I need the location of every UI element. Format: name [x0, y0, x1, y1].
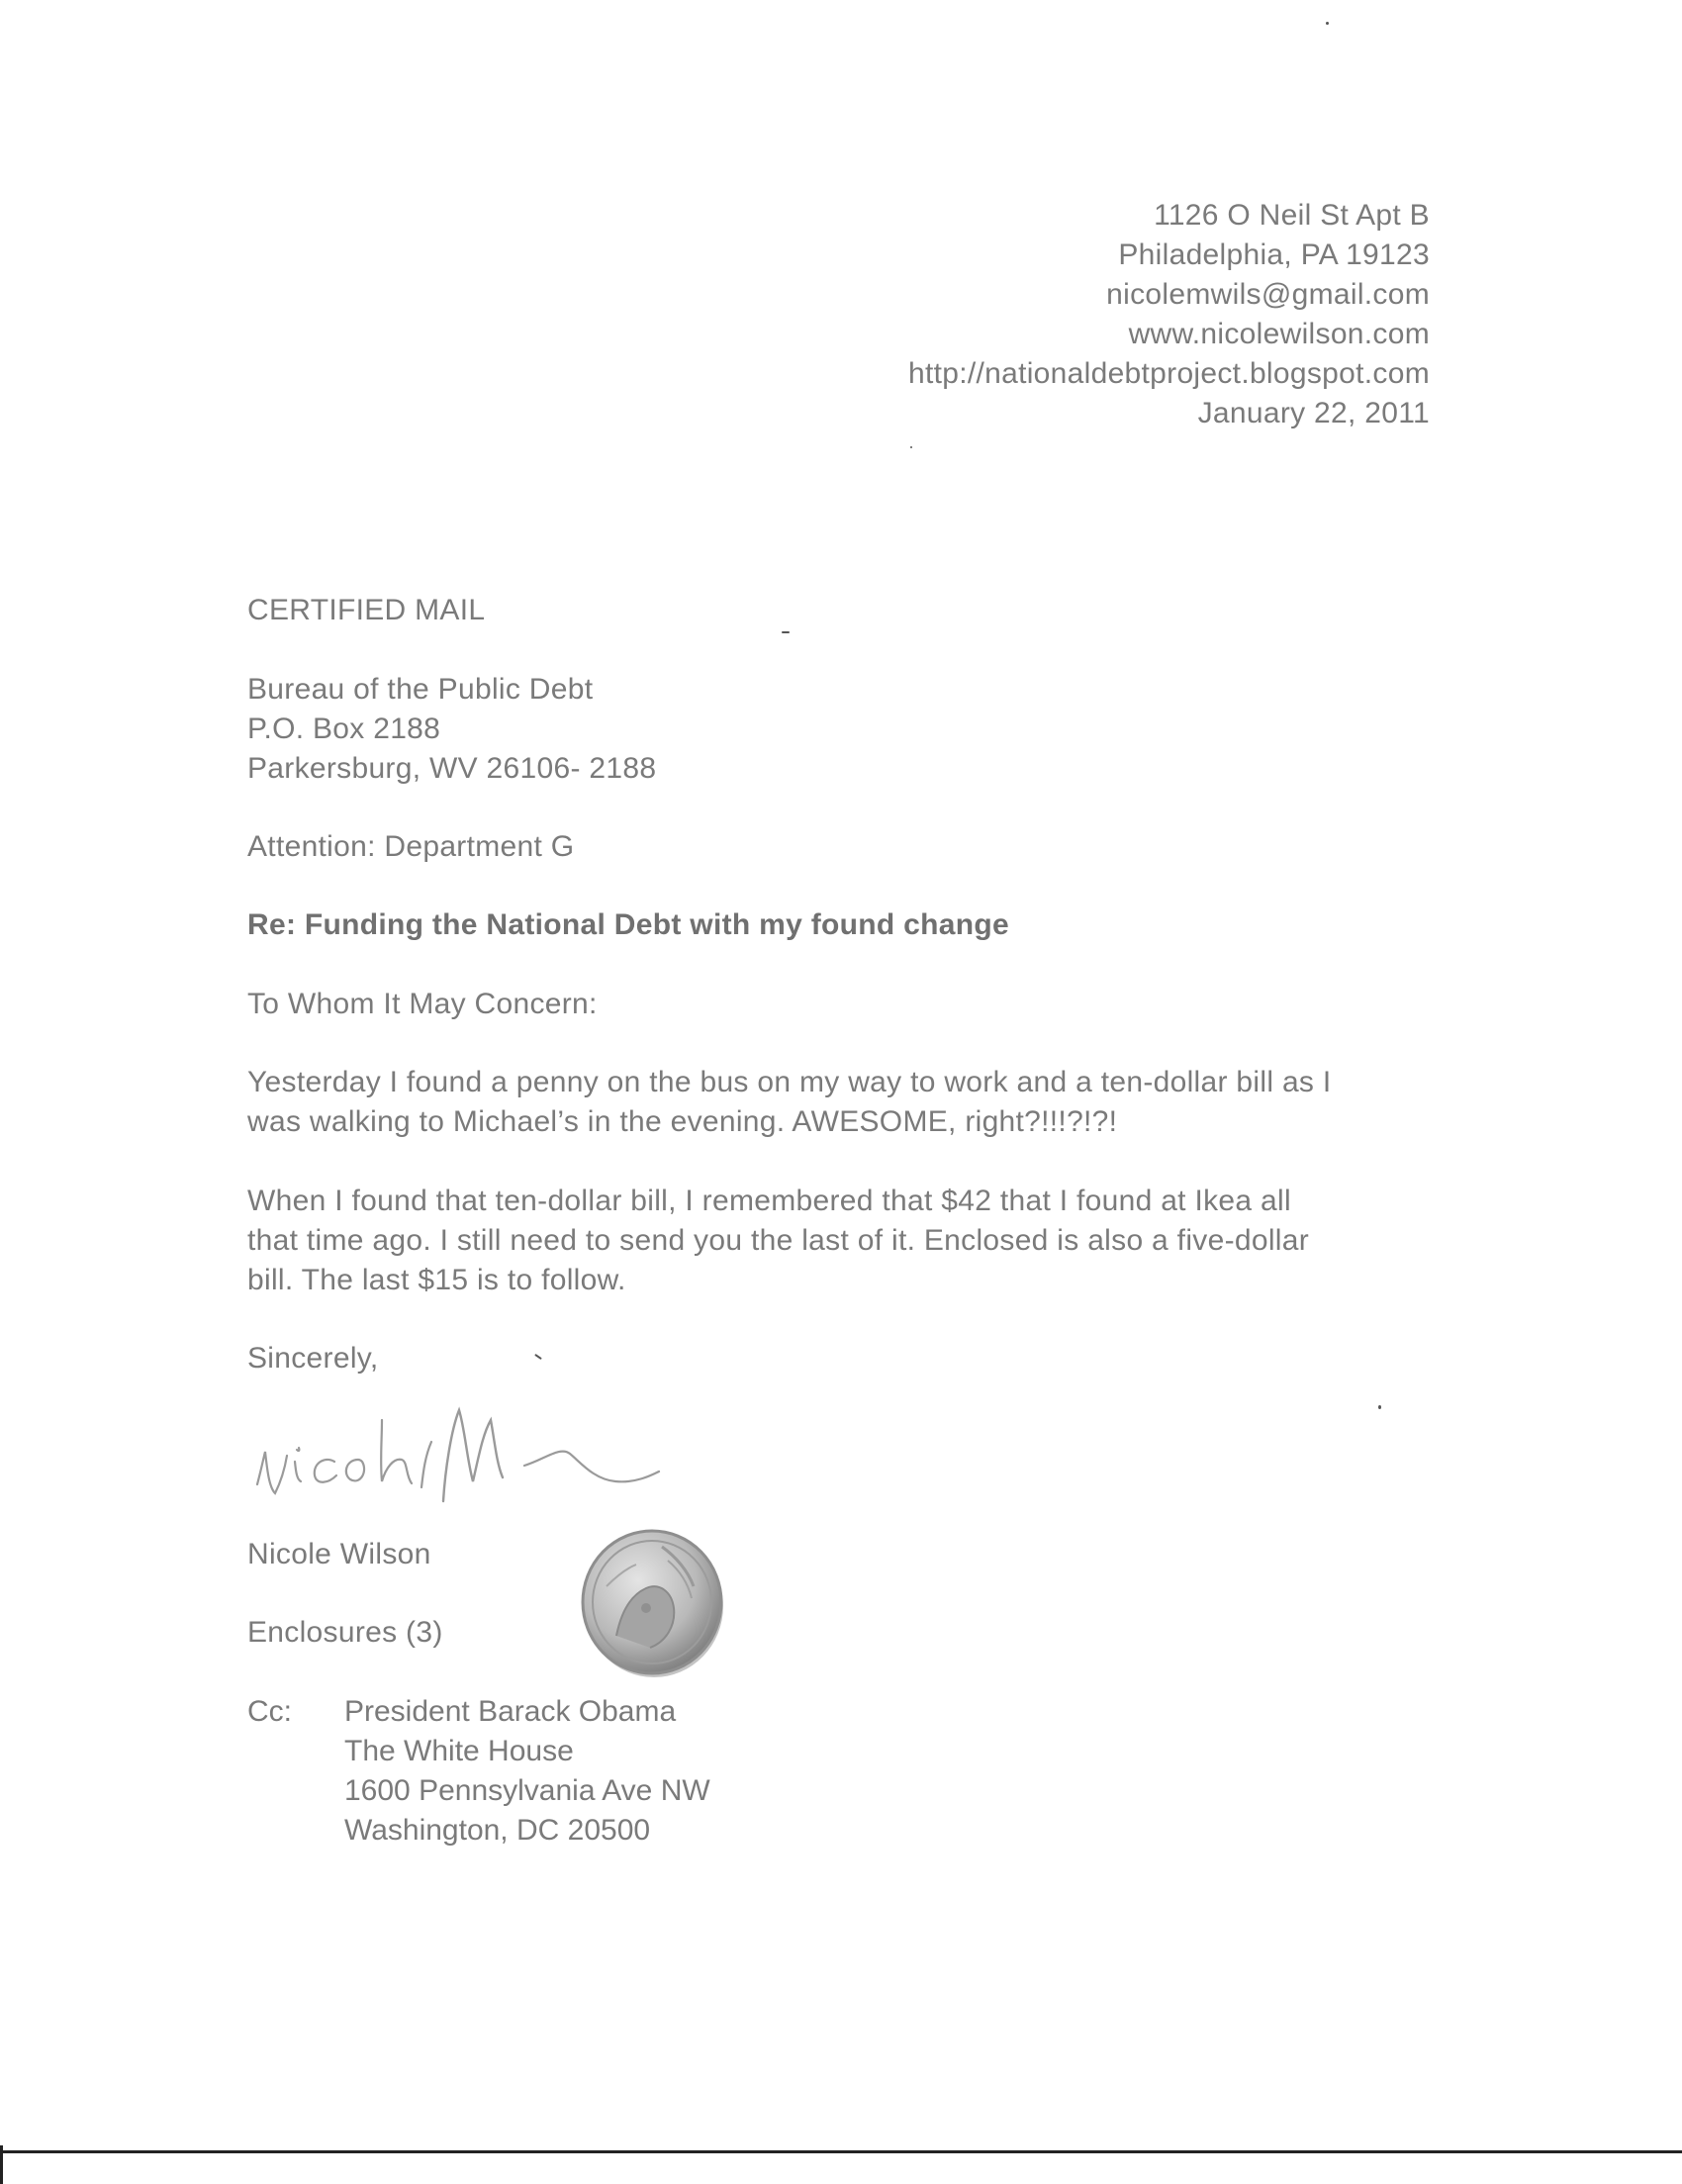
scan-bottom-edge: [0, 2150, 1682, 2153]
salutation: To Whom It May Concern:: [247, 988, 598, 1020]
cc-recipient: [344, 1692, 710, 1851]
closing: Sincerely,: [247, 1342, 379, 1375]
subject-line: Re: Funding the National Debt with my found change: [247, 908, 1009, 941]
scan-speck: [782, 631, 790, 633]
attention-line: Attention: Department G: [247, 830, 575, 863]
delivery-method: CERTIFIED MAIL: [247, 594, 486, 626]
recipient-city-state-zip: Parkersburg, WV 26106- 2188: [247, 752, 657, 785]
signer-name: Nicole Wilson: [247, 1538, 431, 1570]
sender-blog: http://nationaldebtproject.blogspot.com: [907, 357, 1430, 390]
cc-line2: The White House: [344, 1735, 574, 1767]
body-paragraph2-line1: When I found that ten-dollar bill, I remembered that $42 that I found at Ikea all: [247, 1185, 1291, 1217]
signature: [247, 1390, 702, 1519]
cc-line3: 1600 Pennsylvania Ave NW: [344, 1774, 710, 1807]
cc-line4: Washington, DC 20500: [344, 1814, 651, 1847]
scan-speck: [1326, 22, 1329, 25]
letter-date: January 22, 2011: [1197, 397, 1430, 429]
body-paragraph2-line3: bill. The last $15 is to follow.: [247, 1264, 626, 1296]
sender-email: nicolemwils@gmail.com: [1106, 278, 1430, 311]
coin-image: [577, 1527, 731, 1681]
recipient-po-box: P.O. Box 2188: [247, 712, 441, 745]
scan-speck: [534, 1354, 542, 1360]
scan-corner-mark: [0, 2145, 3, 2184]
body-paragraph2-line2: that time ago. I still need to send you the last of it. Enclosed is also a five-dollar: [247, 1224, 1310, 1257]
sender-address-line2: Philadelphia, PA 19123: [1118, 238, 1430, 271]
body-paragraph1-line2: was walking to Michael’s in the evening. AWESOME, right?!!!?!?!: [247, 1105, 1118, 1138]
enclosures: Enclosures (3): [247, 1616, 443, 1649]
body-paragraph1-line1: Yesterday I found a penny on the bus on my way to work and a ten-dollar bill as I: [247, 1066, 1332, 1098]
sender-website: www.nicolewilson.com: [1128, 318, 1430, 350]
cc-line1: President Barack Obama: [344, 1695, 677, 1728]
sender-address-line1: 1126 O Neil St Apt B: [1154, 199, 1430, 232]
cc-label: Cc:: [247, 1695, 292, 1728]
scan-speck: [1378, 1405, 1381, 1409]
recipient-name: Bureau of the Public Debt: [247, 673, 594, 706]
scan-speck: [910, 446, 912, 448]
